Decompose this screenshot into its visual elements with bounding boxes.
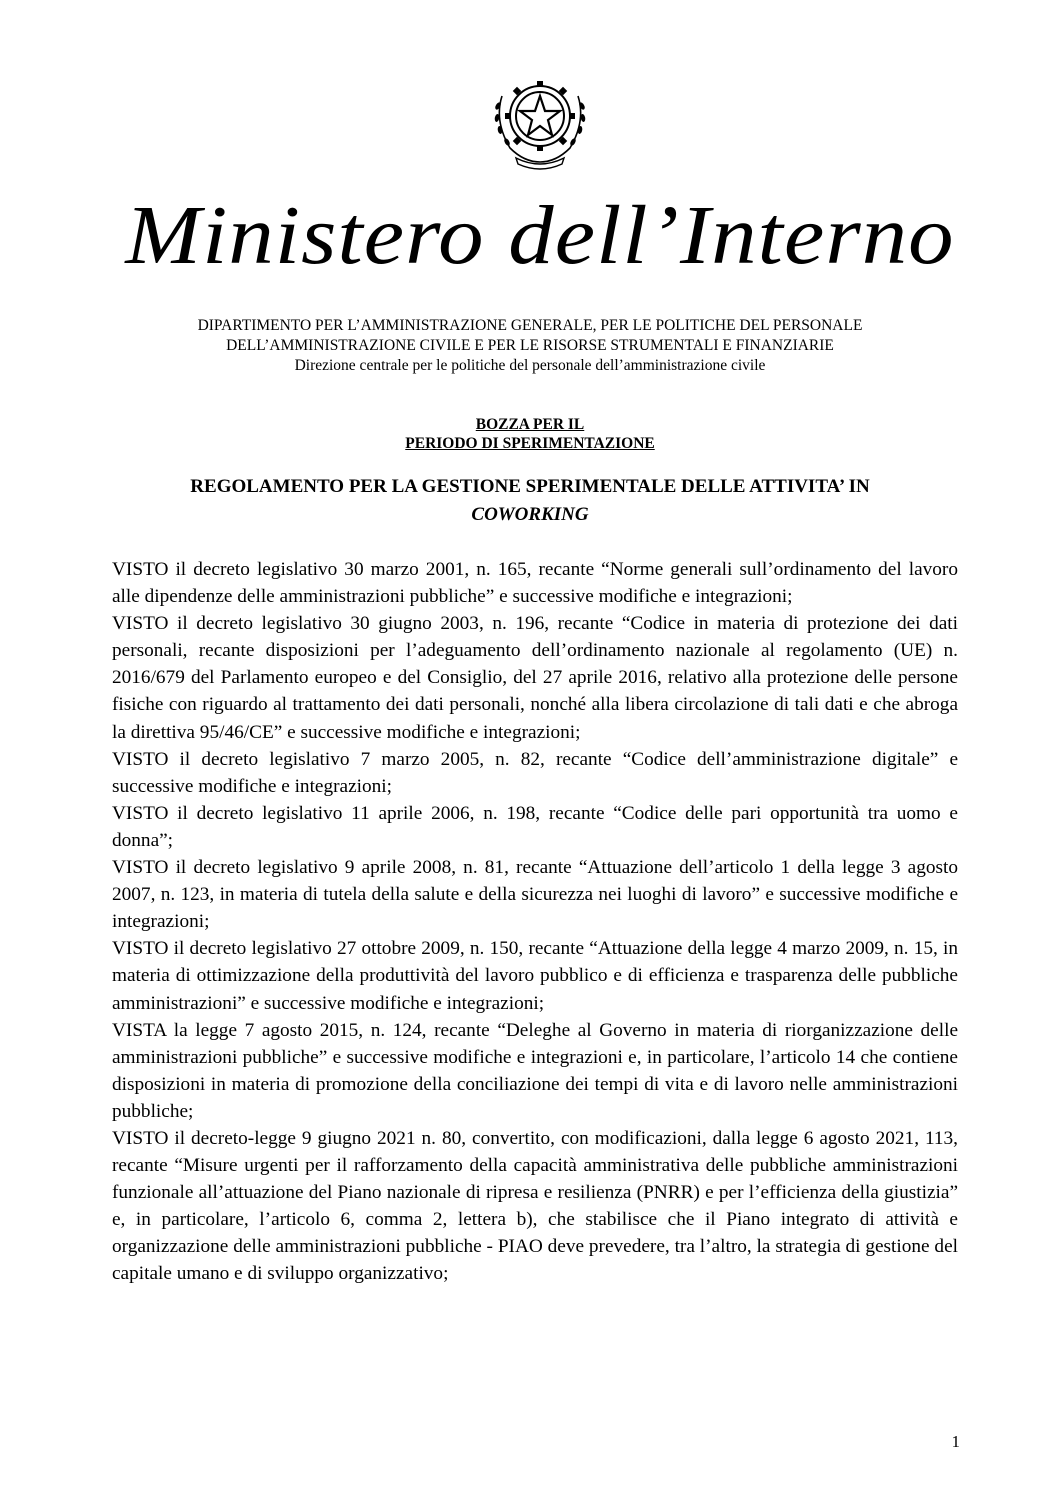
paragraph-visto-dlgs-82-2005: VISTO il decreto legislativo 7 marzo 2005, n. 82, recante “Codice dell’amministrazione digitale” e successive modifiche e integrazioni;: [112, 748, 958, 797]
paragraph-visto-dlgs-196-2003: VISTO il decreto legislativo 30 giugno 2003, n. 196, recante “Codice in materia di protezione dei dati personali, recante disposizioni per l’adeguamento dell’ordinamento nazionale al regolamento (UE) n. 2016/679 del Parlamento europeo e del Consiglio, del 27 aprile 2016, relativo alla protezione delle persone fisiche con riguardo al trattamento dei dati personali, nonché alla libera circolazione di tali dati e che abroga la direttiva 95/46/CE” e successive modifiche e integrazioni;: [112, 613, 958, 743]
department-line-2: DELL’AMMINISTRAZIONE CIVILE E PER LE RISORSE STRUMENTALI E FINANZIARIE: [226, 337, 834, 354]
paragraph-visto-dlgs-198-2006: VISTO il decreto legislativo 11 aprile 2006, n. 198, recante “Codice delle pari opportunità tra uomo e donna”;: [112, 802, 958, 851]
page-number: 1: [951, 1432, 960, 1451]
department-line-1: DIPARTIMENTO PER L’AMMINISTRAZIONE GENERALE, PER LE POLITICHE DEL PERSONALE: [197, 317, 863, 334]
paragraph-visto-dl-80-2021: VISTO il decreto-legge 9 giugno 2021 n. 80, convertito, con modificazioni, dalla legge 6 agosto 2021, 113, recante “Misure urgenti per il rafforzamento della capacità amministrativa delle pubbliche amministrazioni funzionale all’attuazione del Piano nazionale di ripresa e resilienza (PNRR) e per l’efficienza della giustizia” e, in particolare, l’articolo 6, comma 2, lettera b), che stabilisce che il Piano integrato di attività e organizzazione delle amministrazioni pubbliche - PIAO deve prevedere, tra l’altro, la strategia di gestione del capitale umano e di sviluppo organizzativo;: [112, 1127, 958, 1285]
directorate-line: Direzione centrale per le politiche del personale dell’amministrazione civile: [294, 357, 766, 374]
document-title-line-1: REGOLAMENTO PER LA GESTIONE SPERIMENTALE DELLE ATTIVITA’ IN: [190, 476, 870, 497]
paragraph-visto-dlgs-165-2001: VISTO il decreto legislativo 30 marzo 2001, n. 165, recante “Norme generali sull’ordinamento del lavoro alle dipendenze delle amministrazioni pubbliche” e successive modifiche e integrazioni;: [112, 559, 958, 608]
paragraph-vista-legge-124-2015: VISTA la legge 7 agosto 2015, n. 124, recante “Deleghe al Governo in materia di riorganizzazione delle amministrazioni pubbliche” e successive modifiche e integrazioni e, in particolare, l’articolo 14 che contiene disposizioni in materia di promozione della conciliazione dei tempi di vita e di lavoro nelle amministrazioni pubbliche;: [112, 1019, 958, 1122]
ministry-name: Ministero dell’Interno: [125, 189, 955, 282]
italian-republic-emblem-icon: [488, 66, 592, 172]
document-title-line-2: COWORKING: [471, 504, 589, 525]
paragraph-visto-dlgs-81-2008: VISTO il decreto legislativo 9 aprile 2008, n. 81, recante “Attuazione dell’articolo 1 della legge 3 agosto 2007, n. 123, in materia di tutela della salute e della sicurezza nei luoghi di lavoro” e successive modifiche e integrazioni;: [112, 857, 958, 933]
paragraph-visto-dlgs-150-2009: VISTO il decreto legislativo 27 ottobre 2009, n. 150, recante “Attuazione della legge 4 marzo 2009, n. 15, in materia di ottimizzazione della produttività del lavoro pubblico e di efficienza e trasparenza delle pubbliche amministrazioni” e successive modifiche e integrazioni;: [112, 938, 958, 1014]
document-body: [112, 556, 958, 1288]
draft-label-line-1: BOZZA PER IL: [475, 416, 585, 433]
draft-label-line-2: PERIODO DI SPERIMENTAZIONE: [405, 435, 655, 452]
